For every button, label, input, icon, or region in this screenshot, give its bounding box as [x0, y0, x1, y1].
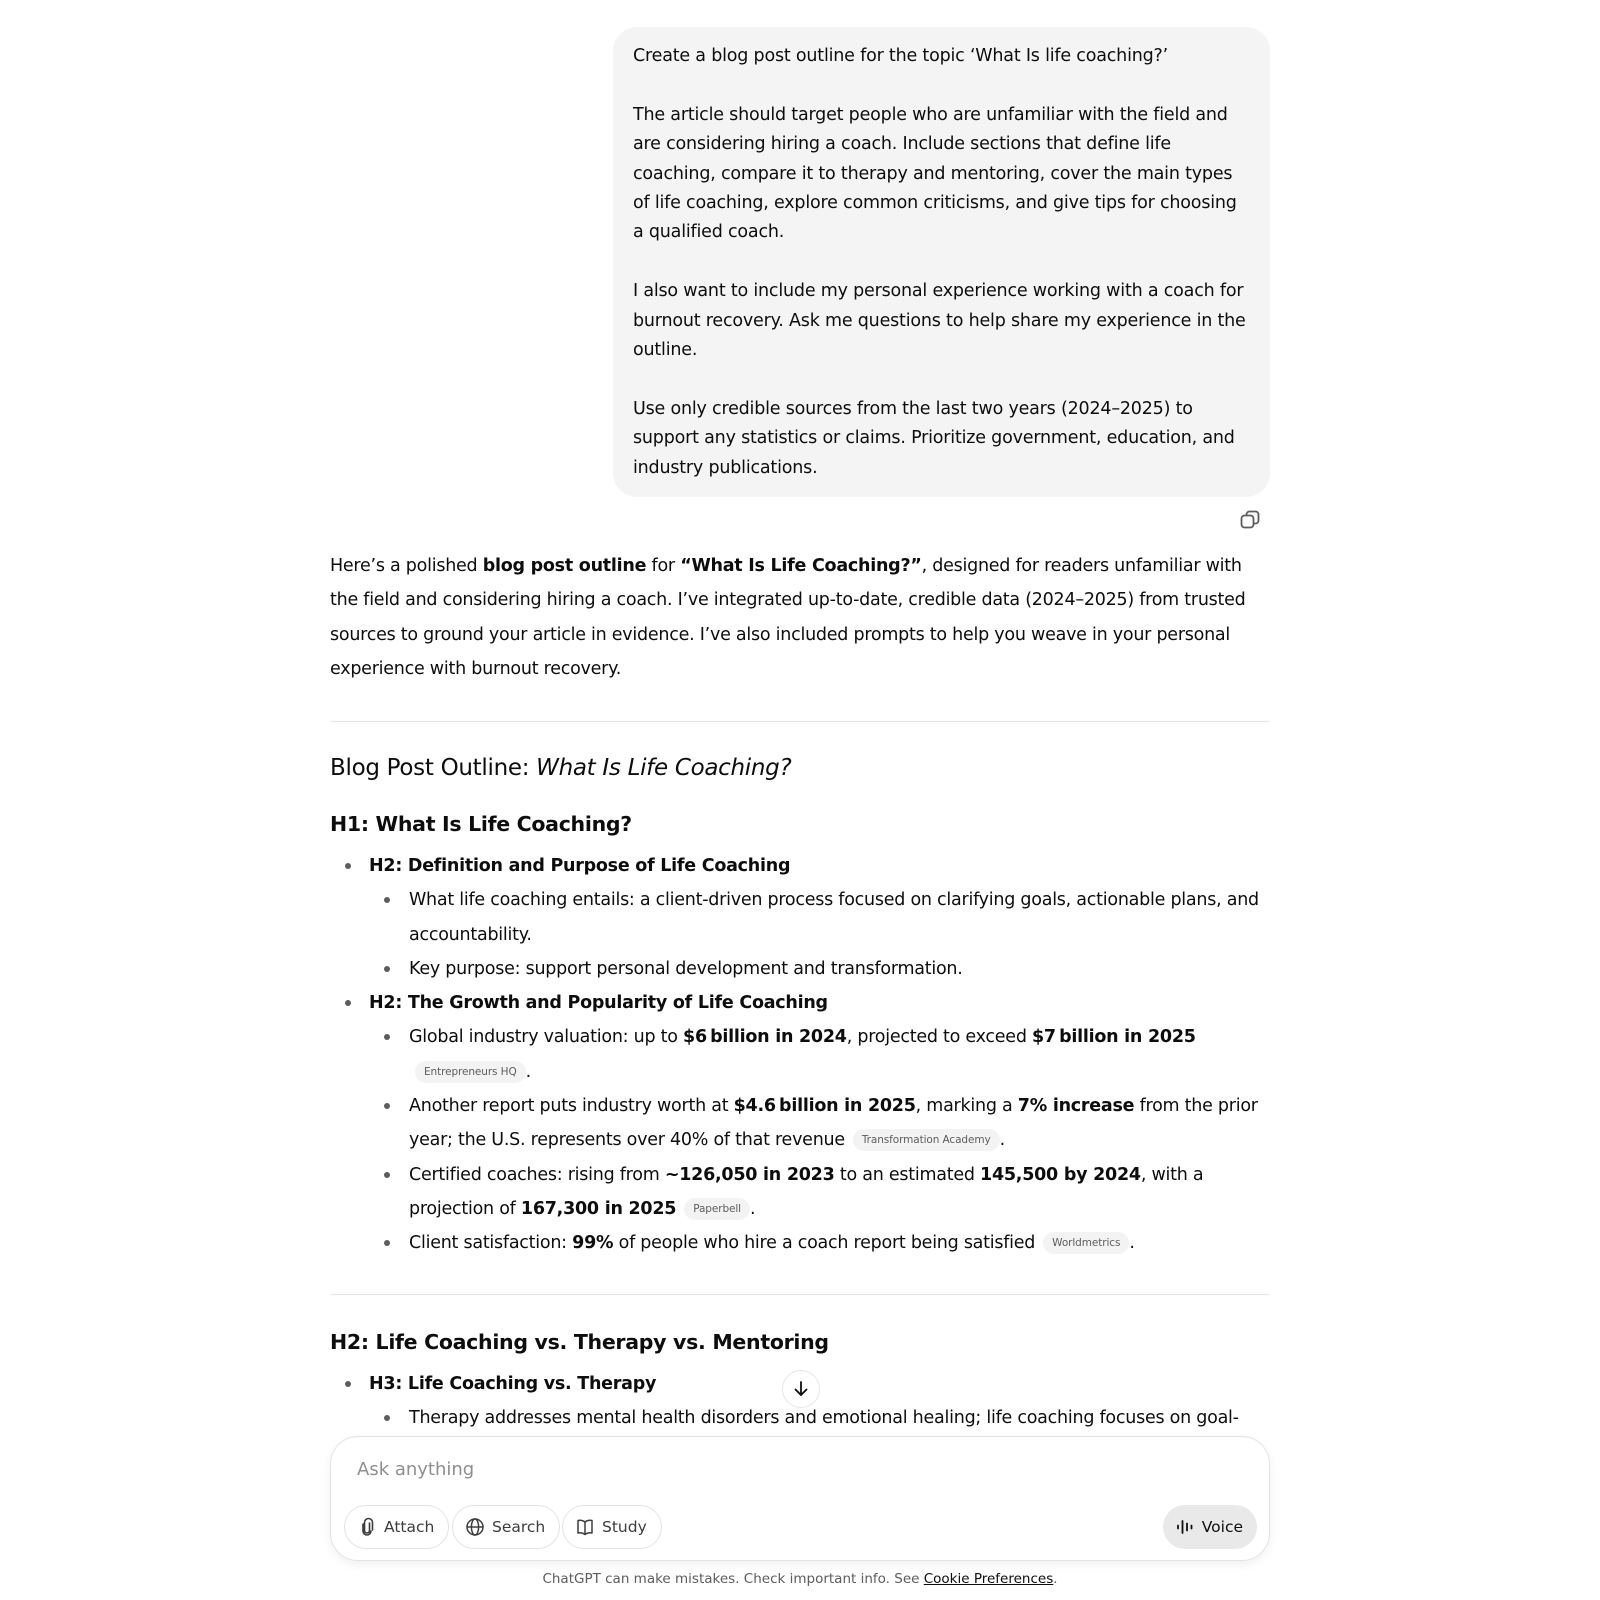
voice-label: Voice: [1201, 1518, 1243, 1536]
cookie-preferences-link[interactable]: Cookie Preferences: [923, 1571, 1054, 1587]
list-item: [330, 1226, 1270, 1260]
list-item: [330, 1158, 1270, 1227]
text: Another report puts industry worth at: [409, 1096, 734, 1117]
intro-text: for: [646, 556, 681, 576]
voice-button[interactable]: [1163, 1505, 1257, 1549]
copy-icon: [1238, 508, 1262, 532]
outline-heading-title: What Is Life Coaching?: [536, 755, 792, 781]
outline-heading-prefix: Blog Post Outline:: [330, 755, 537, 781]
list-item: Key purpose: support personal development and transformation.: [330, 952, 1270, 986]
text: .: [750, 1198, 756, 1219]
disclaimer-footer: [0, 1571, 1600, 1587]
search-label: Search: [492, 1518, 546, 1536]
intro-bold: “What Is Life Coaching?”: [680, 556, 922, 576]
text: .: [1129, 1233, 1135, 1254]
study-label: Study: [602, 1518, 647, 1536]
user-message-paragraph: Create a blog post outline for the topic ‘What Is life coaching?’: [633, 46, 1168, 66]
list-item-h3: H3: Life Coaching vs. Therapy: [330, 1367, 1270, 1401]
list-item: [330, 1020, 1270, 1089]
voice-waveform-icon: [1176, 1518, 1194, 1536]
list-item: Therapy addresses mental health disorders and emotional healing; life coaching focuses on goal-: [330, 1401, 1270, 1435]
list-item: [330, 1089, 1270, 1158]
user-message-paragraph: The article should target people who are unfamiliar with the field and are considering hiring a coach. Include sections that define life coaching, compare it to therapy and mentoring, cover the main types of life coaching, explore common criticisms, and give tips for choosing a qualified coach.: [633, 104, 1237, 243]
bold-text: $7 billion in 2025: [1031, 1027, 1196, 1048]
study-button[interactable]: [562, 1505, 662, 1549]
outline-heading: [330, 755, 1270, 781]
source-chip[interactable]: Worldmetrics: [1043, 1232, 1129, 1254]
source-chip[interactable]: Transformation Academy: [853, 1129, 1000, 1151]
search-button[interactable]: [452, 1505, 560, 1549]
text: from the prior year; the U.S. represents over 40% of that revenue: [409, 1096, 1258, 1151]
outline-list: [330, 849, 1270, 1261]
attach-button[interactable]: [344, 1505, 449, 1549]
text: Global industry valuation: up to: [409, 1027, 684, 1048]
list-item-h2: H2: Definition and Purpose of Life Coaching: [330, 849, 1270, 883]
bold-text: $6 billion in 2024: [683, 1027, 847, 1048]
message-input[interactable]: [357, 1451, 1217, 1487]
source-chip[interactable]: Entrepreneurs HQ: [415, 1061, 526, 1083]
h2-heading: H2: Life Coaching vs. Therapy vs. Mentoring: [330, 1330, 829, 1354]
user-message-paragraph: I also want to include my personal experience working with a coach for burnout recovery. Ask me questions to help share my experience in the outline.: [633, 281, 1246, 361]
disclaimer-text: ChatGPT can make mistakes. Check important info. See: [542, 1571, 924, 1587]
user-message-paragraph: Use only credible sources from the last two years (2024–2025) to support any statistics or claims. Prioritize government, education, and industry publications.: [633, 398, 1235, 478]
attach-label: Attach: [384, 1518, 435, 1536]
bold-text: 167,300 in 2025: [520, 1198, 677, 1219]
bold-text: $4.6 billion in 2025: [733, 1096, 916, 1117]
text: , projected to exceed: [846, 1027, 1032, 1048]
assistant-intro: [330, 549, 1270, 686]
composer: [330, 1436, 1270, 1561]
scroll-to-bottom-button[interactable]: [782, 1370, 820, 1408]
intro-text: Here’s a polished: [330, 556, 483, 576]
text: , with a projection of: [409, 1164, 1204, 1219]
user-message-bubble: [613, 27, 1270, 497]
list-item: What life coaching entails: a client-driven process focused on clarifying goals, actionable plans, and accountability.: [330, 883, 1270, 952]
text: of people who hire a coach report being satisfied: [613, 1233, 1036, 1254]
disclaimer-end: .: [1053, 1571, 1058, 1587]
book-icon: [575, 1517, 595, 1537]
text: , marking a: [915, 1096, 1018, 1117]
source-chip[interactable]: Paperbell: [684, 1198, 750, 1220]
bold-text: 99%: [572, 1233, 614, 1254]
intro-bold: blog post outline: [482, 556, 647, 576]
globe-icon: [465, 1517, 485, 1537]
paperclip-icon: [357, 1517, 377, 1537]
text: .: [999, 1130, 1005, 1151]
bold-text: 7% increase: [1017, 1096, 1135, 1117]
copy-message-button[interactable]: [1238, 508, 1262, 532]
text: to an estimated: [834, 1164, 981, 1185]
arrow-down-icon: [791, 1379, 811, 1399]
intro-text: , designed for readers unfamiliar with the field and considering hiring a coach. I’ve integrated up-to-date, credible data (2024–2025) from trusted sources to ground your article in evidence. I’ve also included prompts to help you weave in your personal experience with burnout recovery.: [330, 556, 1246, 679]
bold-text: 145,500 by 2024: [980, 1164, 1141, 1185]
text: Client satisfaction:: [409, 1233, 573, 1254]
list-item-h2: H2: The Growth and Popularity of Life Coaching: [330, 986, 1270, 1020]
text: .: [525, 1061, 531, 1082]
section-divider: [330, 1294, 1270, 1295]
text: Certified coaches: rising from: [409, 1164, 665, 1185]
section-divider: [330, 721, 1270, 722]
h1-heading: H1: What Is Life Coaching?: [330, 812, 632, 836]
bold-text: ~126,050 in 2023: [664, 1164, 835, 1185]
